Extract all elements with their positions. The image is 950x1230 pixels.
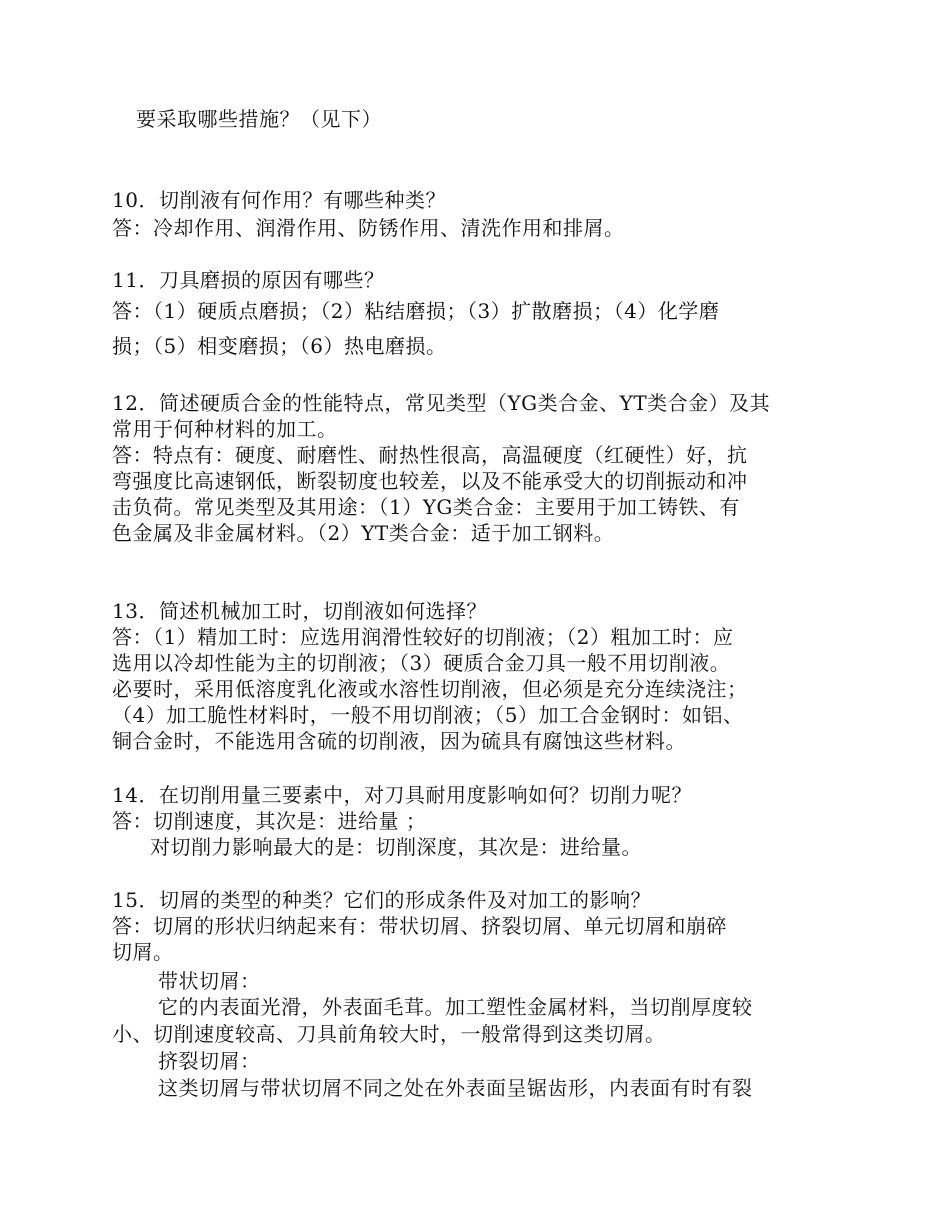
subheading-ribbon-chip: 带状切屑： <box>158 969 261 993</box>
answer-14-line-2: 对切削力影响最大的是：切削深度，其次是：进给量。 <box>150 835 642 859</box>
answer-11-line-2: 损；（5）相变磨损；（6）热电磨损。 <box>112 334 447 358</box>
ribbon-chip-desc-line-1: 它的内表面光滑，外表面毛茸。加工塑性金属材料，当切削厚度较 <box>158 995 753 1019</box>
answer-12-line-1: 答：特点有：硬度、耐磨性、耐热性很高，高温硬度（红硬性）好，抗 <box>112 443 748 467</box>
answer-11-line-1: 答：（1）硬质点磨损；（2）粘结磨损；（3）扩散磨损；（4）化学磨 <box>112 299 720 323</box>
answer-10: 答：冷却作用、润滑作用、防锈作用、清洗作用和排屑。 <box>112 216 625 240</box>
text-line: 要采取哪些措施？（见下） <box>136 107 382 131</box>
question-14: 14．在切削用量三要素中，对刀具耐用度影响如何？切削力呢？ <box>112 783 692 807</box>
question-11: 11．刀具磨损的原因有哪些？ <box>112 268 385 292</box>
answer-13-line-4: （4）加工脆性材料时，一般不用切削液；（5）加工合金钢时：如铝、 <box>112 703 744 727</box>
subheading-squeezed-chip: 挤裂切屑： <box>158 1049 261 1073</box>
question-15: 15．切屑的类型的种类？它们的形成条件及对加工的影响？ <box>112 888 651 912</box>
answer-12-line-3: 击负荷。常见类型及其用途：（1）YG类合金：主要用于加工铸铁、有 <box>112 495 740 519</box>
answer-13-line-3: 必要时，采用低溶度乳化液或水溶性切削液，但必须是充分连续浇注； <box>112 677 748 701</box>
answer-13-line-1: 答：（1）精加工时：应选用润滑性较好的切削液；（2）粗加工时：应 <box>112 625 734 649</box>
answer-13-line-2: 选用以冷却性能为主的切削液；（3）硬质合金刀具一般不用切削液。 <box>112 651 731 675</box>
answer-12-line-4: 色金属及非金属材料。（2）YT类合金：适于加工钢料。 <box>112 521 615 545</box>
ribbon-chip-desc-line-2: 小、切削速度较高、刀具前角较大时，一般常得到这类切屑。 <box>112 1022 666 1046</box>
answer-14-line-1: 答：切削速度，其次是：进给量 ； <box>112 809 427 833</box>
question-13: 13．简述机械加工时，切削液如何选择？ <box>112 599 487 623</box>
question-10: 10．切削液有何作用？有哪些种类？ <box>112 188 446 212</box>
question-12-line-2: 常用于何种材料的加工。 <box>112 417 338 441</box>
question-12-line-1: 12．简述硬质合金的性能特点，常见类型（YG类合金、YT类合金）及其 <box>112 391 771 415</box>
answer-13-line-5: 铜合金时，不能选用含硫的切削液，因为硫具有腐蚀这些材料。 <box>112 729 686 753</box>
answer-15-line-2: 切屑。 <box>112 940 174 964</box>
squeezed-chip-desc-line-1: 这类切屑与带状切屑不同之处在外表面呈锯齿形，内表面有时有裂 <box>158 1076 753 1100</box>
answer-12-line-2: 弯强度比高速钢低，断裂韧度也较差，以及不能承受大的切削振动和冲 <box>112 469 748 493</box>
answer-15-line-1: 答：切屑的形状归纳起来有：带状切屑、挤裂切屑、单元切屑和崩碎 <box>112 914 727 938</box>
